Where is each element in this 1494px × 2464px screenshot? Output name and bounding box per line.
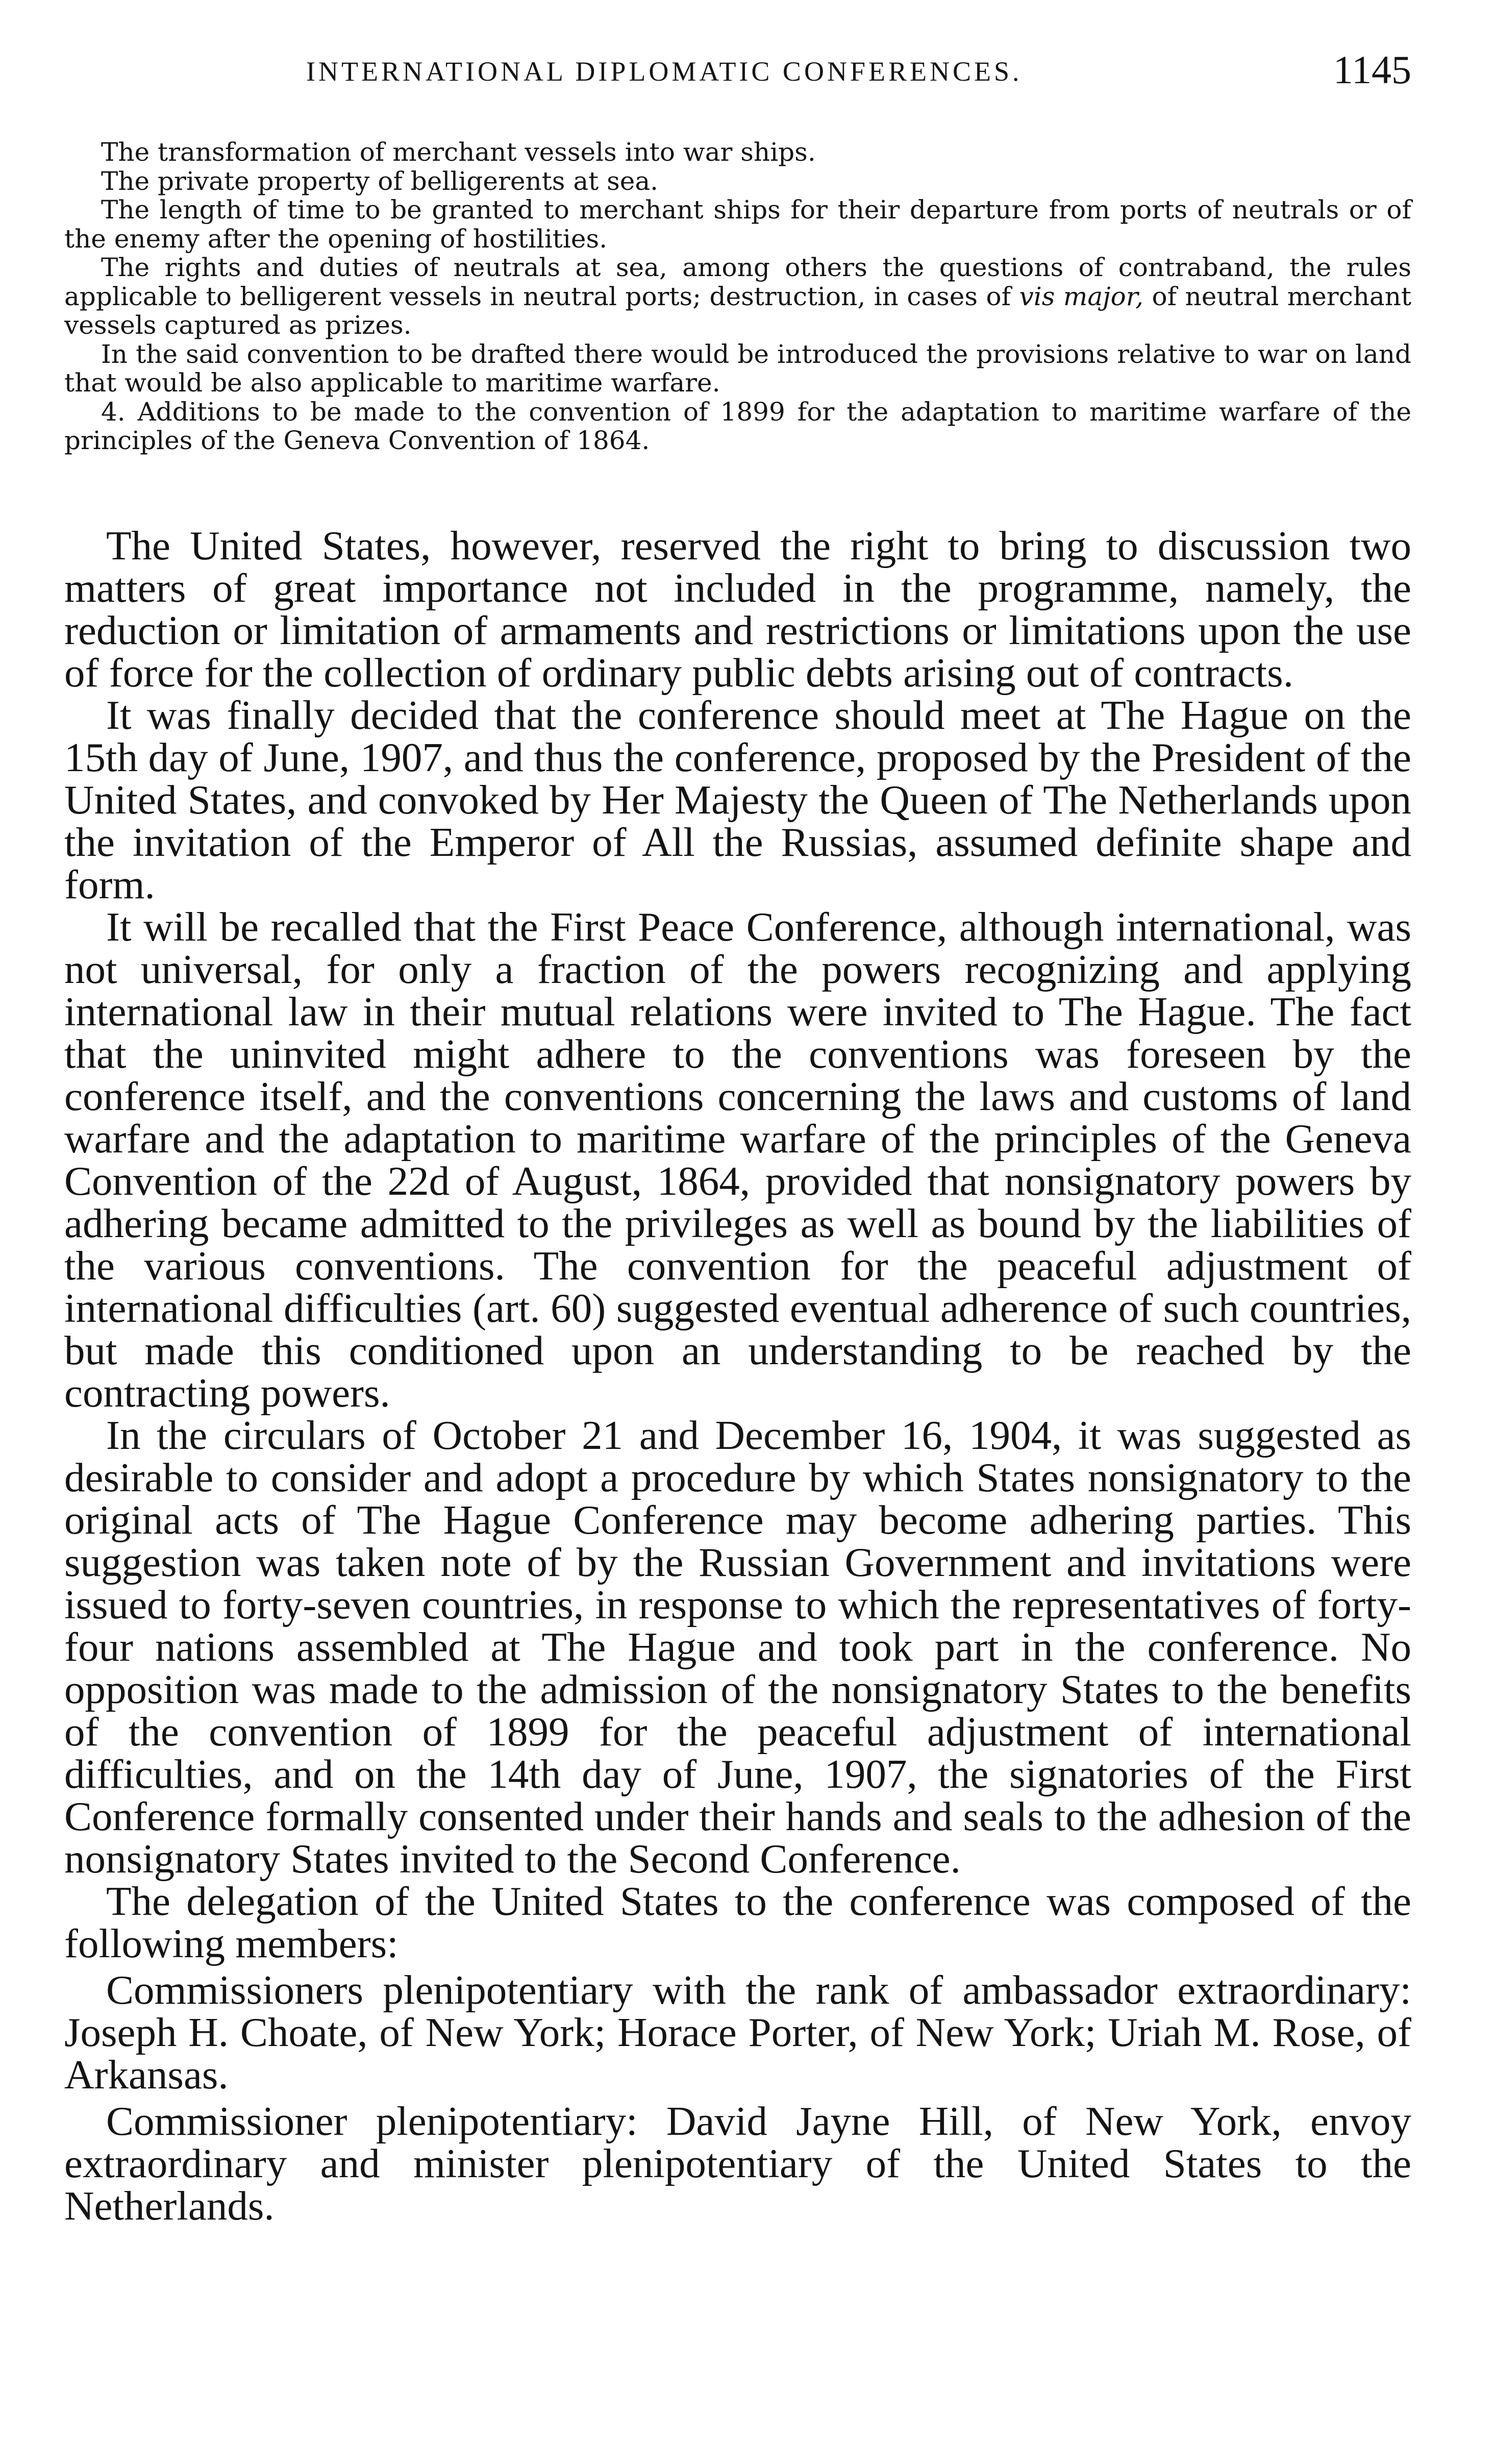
programme-item: The transformation of merchant vessels into war ships. (101, 137, 816, 167)
body-paragraph: It will be recalled that the First Peace Conference, although international, was not universal, for only a fraction of the powers recognizing and applying international law in their mutual relations were invited to The Hague. The fact that the uninvited might adhere to the conventions was foreseen by the conference itself, and the conventions concerning the laws and customs of land warfare and the adaptation to maritime warfare of the principles of the Geneva Convention of the 22d of August, 1864, provided that nonsignatory powers by adhering became admitted to the privileges as well as bound by the liabilities of the various conventions. The convention for the peaceful adjustment of international difficulties (art. 60) suggested eventual adherence of such countries, but made this conditioned upon an understanding to be reached by the contracting powers. (64, 904, 1411, 1416)
page-number: 1145 (1333, 47, 1411, 92)
programme-item: In the said convention to be drafted there would be introduced the provisions relative to war on land that would be also applicable to maritime warfare. (64, 339, 1411, 398)
programme-item: 4. Additions to be made to the convention of 1899 for the adaptation to maritime warfare of the principles of the Geneva Convention of 1864. (64, 397, 1411, 455)
body-paragraph: The United States, however, reserved the right to bring to discussion two matters of great importance not included in the programme, namely, the reduction or limitation of armaments and restrictions or limitations upon the use of force for the collection of ordinary public debts arising out of contracts. (64, 523, 1411, 696)
body-paragraph: It was finally decided that the conference should meet at The Hague on the 15th day of June, 1907, and thus the conference, proposed by the President of the United States, and convoked by Her Majesty the Queen of The Netherlands upon the invitation of the Emperor of All the Russias, assumed definite shape and form. (64, 692, 1411, 907)
body-paragraph: Commissioners plenipotentiary with the rank of ambassador extraordinary: Joseph H. Choate, of New York; Horace Porter, of New York; Uriah M. Rose, of Arkansas. (64, 1967, 1411, 2098)
programme-item: The private property of belligerents at sea. (101, 166, 659, 196)
programme-item: The length of time to be granted to merchant ships for their departure from ports of neutrals or of the enemy after the opening of hostilities. (64, 195, 1411, 254)
main-text (64, 525, 1411, 2227)
running-title: INTERNATIONAL DIPLOMATIC CONFERENCES. (306, 56, 1023, 87)
programme-item-text: The rights and duties of neutrals at sea, among others the questions of contraband, the rules applicable to belligerent vessels in neutral ports; destruction, in cases of (64, 253, 1411, 311)
programme-item-text: of neutral merchant vessels captured as prizes. (64, 281, 1412, 340)
body-paragraph: Commissioner plenipotentiary: David Jayne Hill, of New York, envoy extraordinary and minister plenipotentiary of the United States to the Netherlands. (64, 2098, 1411, 2229)
programme-item (64, 253, 1411, 340)
programme-list (64, 138, 1411, 455)
body-paragraph: The delegation of the United States to the conference was composed of the following members: (64, 1878, 1411, 1966)
body-paragraph: In the circulars of October 21 and December 16, 1904, it was suggested as desirable to consider and adopt a procedure by which States nonsignatory to the original acts of The Hague Conference may become adhering parties. This suggestion was taken note of by the Russian Government and invitations were issued to forty-seven countries, in response to which the representatives of forty-four nations assembled at The Hague and took part in the conference. No opposition was made to the admission of the nonsignatory States to the benefits of the convention of 1899 for the peaceful adjustment of international difficulties, and on the 14th day of June, 1907, the signatories of the First Conference formally consented under their hands and seals to the adhesion of the nonsignatory States invited to the Second Conference. (64, 1412, 1411, 1882)
page-header (306, 47, 1411, 92)
italic-phrase: vis major, (1019, 281, 1144, 311)
